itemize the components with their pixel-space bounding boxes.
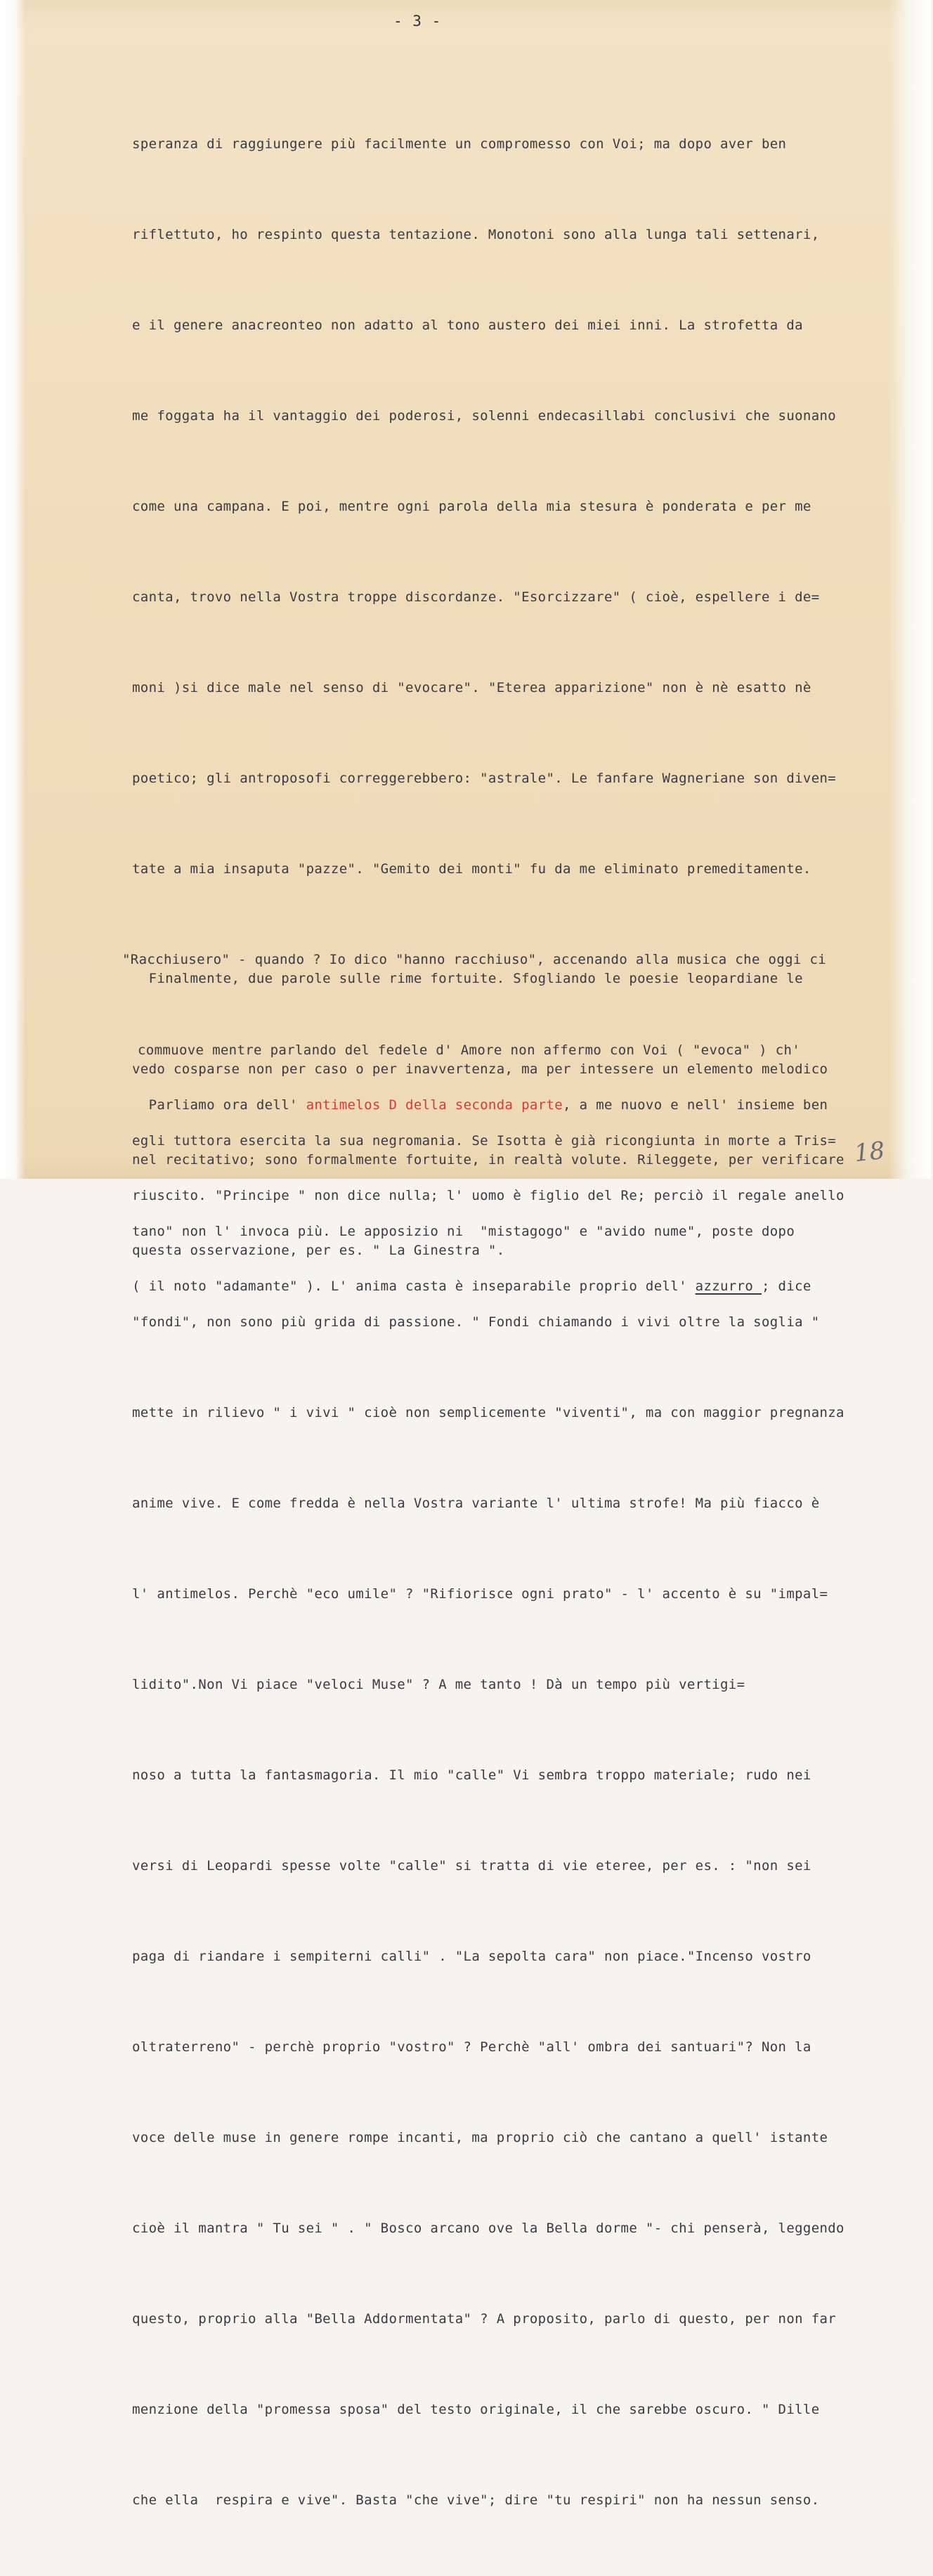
text-line: tate a mia insaputa "pazze". "Gemito dei monti" fu da me eliminato premeditamente. <box>132 861 811 877</box>
red-typed-phrase: antimelos D della seconda parte <box>306 1097 563 1113</box>
text-line <box>132 1271 933 1302</box>
text-line: poetico; gli antroposofi correggerebbero: "astrale". Le fanfare Wagneriane son diven= <box>132 771 837 786</box>
text-line: Finalmente, due parole sulle rime fortuite. Sfogliando le poesie leopardiane le <box>132 971 803 986</box>
handwritten-page-number: 18 <box>853 1136 887 1168</box>
text-line: riuscito. "Principe " non dice nulla; l' uomo è figlio del Re; perciò il regale anello <box>132 1188 844 1203</box>
text-line: anime vive. E come fredda è nella Vostra variante l' ultima strofe! Ma più fiacco è <box>132 1496 820 1511</box>
text-line: oltraterreno" - perchè proprio "vostro" ? Perchè "all' ombra dei santuari"? Non la <box>132 2039 811 2055</box>
text-fragment: ; dice <box>761 1279 811 1294</box>
text-line: nel recitativo; sono formalmente fortuite, in realtà volute. Rileggete, per verificare <box>132 1152 844 1168</box>
text-fragment: ( il noto "adamante" ). L' anima casta è inseparabile proprio dell' <box>132 1279 696 1294</box>
underlined-word: azzurro <box>695 1279 762 1294</box>
text-line: mette in rilievo " i vivi " cioè non semplicemente "viventi", ma con maggior pregnanza <box>132 1405 844 1420</box>
text-line: speranza di raggiungere più facilmente un compromesso con Voi; ma dopo aver ben <box>132 136 787 152</box>
text-line: voce delle muse in genere rompe incanti, ma proprio ciò che cantano a quell' istante <box>132 2130 828 2145</box>
text-line: come una campana. E poi, mentre ogni parola della mia stesura è ponderata e per me <box>132 499 811 514</box>
text-line: questa osservazione, per es. " La Ginestra ". <box>132 1243 505 1258</box>
text-line: questo, proprio alla "Bella Addormentata" ? A proposito, parlo di questo, per non far <box>132 2311 837 2327</box>
text-line: commuove mentre parlando del fedele d' Amore non affermo con Voi ( "evoca" ) ch' <box>138 1042 801 1058</box>
text-fragment: , a me nuovo e nell' insieme ben <box>563 1097 828 1113</box>
text-line: "Racchiusero" - quando ? Io dico "hanno racchiuso", accenando alla musica che oggi ci <box>122 952 827 967</box>
text-fragment: Parliamo ora dell' <box>132 1097 306 1113</box>
text-line: tano" non l' invoca più. Le apposizio ni "mistagogo" e "avido nume", poste dopo <box>132 1224 795 1239</box>
paragraph-3 <box>132 1030 933 1362</box>
text-line: vedo cosparse non per caso o per inavvertenza, ma per intessere un elemento melodico <box>132 1061 828 1077</box>
text-line: riflettuto, ho respinto questa tentazione. Monotoni sono alla lunga tali settenari, <box>132 227 820 242</box>
text-line: canta, trovo nella Vostra troppe discordanze. "Esorcizzare" ( cioè, espellere i de= <box>132 589 820 605</box>
text-line: moni )si dice male nel senso di "evocare". "Eterea apparizione" non è nè esatto nè <box>132 680 811 695</box>
text-line: versi di Leopardi spesse volte "calle" si tratta di vie eteree, per es. : "non sei <box>132 1858 811 1874</box>
page-edge-left <box>0 0 25 1179</box>
text-line: paga di riandare i sempiterni calli" . "La sepolta cara" non piace."Incenso vostro <box>132 1949 811 1964</box>
page-number: - 3 - <box>393 13 442 30</box>
text-line: menzione della "promessa sposa" del testo originale, il che sarebbe oscuro. " Dille <box>132 2402 820 2417</box>
text-line: che ella respira e vive". Basta "che vive"; dire "tu respiri" non ha nessun senso. <box>132 2492 820 2508</box>
text-line: e il genere anacreonteo non adatto al tono austero dei miei inni. La strofetta da <box>132 318 803 333</box>
text-line: "fondi", non sono più grida di passione. " Fondi chiamando i vivi oltre la soglia " <box>132 1314 820 1330</box>
text-line <box>132 1090 933 1120</box>
text-line: l' antimelos. Perchè "eco umile" ? "Rifiorisce ogni prato" - l' accento è su "impal= <box>132 1586 828 1602</box>
text-line: me foggata ha il vantaggio dei poderosi, solenni endecasillabi conclusivi che suonano <box>132 408 837 424</box>
text-line: cioè il mantra " Tu sei " . " Bosco arcano ove la Bella dorme "- chi penserà, leggendo <box>132 2221 844 2236</box>
text-line: egli tuttora esercita la sua negromania. Se Isotta è già ricongiunta in morte a Tris= <box>132 1133 837 1149</box>
text-line: noso a tutta la fantasmagoria. Il mio "calle" Vi sembra troppo materiale; rudo nei <box>132 1767 811 1783</box>
text-line: lidito".Non Vi piace "veloci Muse" ? A me tanto ! Dà un tempo più vertigi= <box>132 1677 745 1692</box>
